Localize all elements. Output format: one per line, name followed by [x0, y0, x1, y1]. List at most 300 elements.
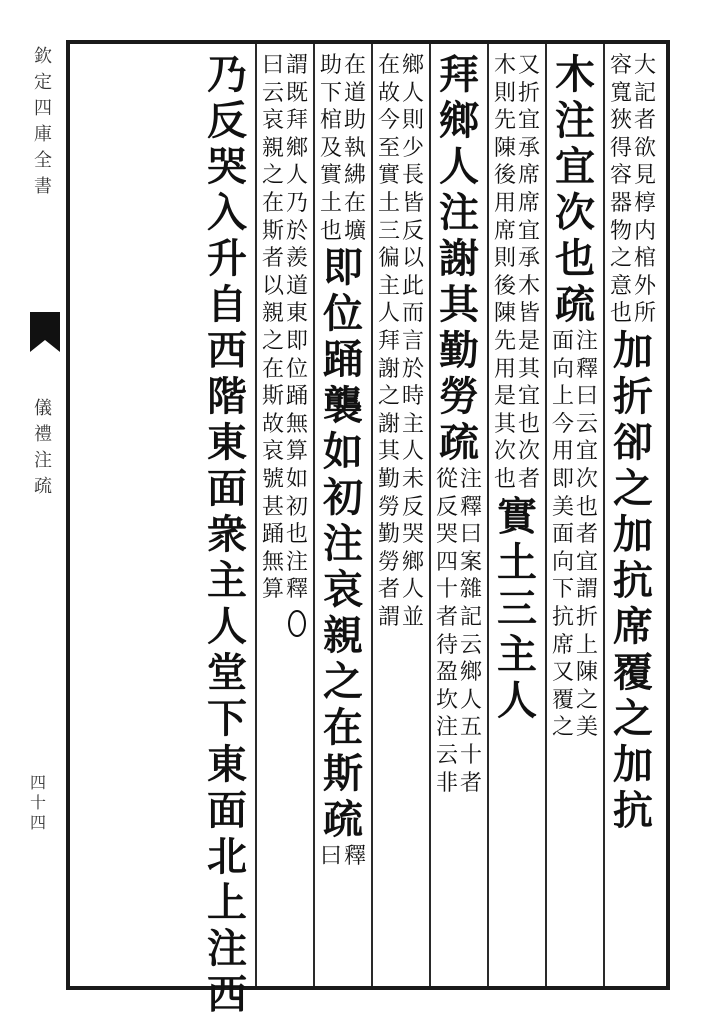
- main-char: 疏: [323, 796, 363, 844]
- commentary-char: 其: [517, 356, 540, 382]
- commentary-char: 拜: [377, 328, 400, 354]
- commentary-char: 今: [551, 411, 574, 437]
- main-char: 之: [323, 658, 363, 706]
- commentary-char: 在: [261, 190, 284, 216]
- book-title-char: 欽: [34, 46, 52, 67]
- main-char: 堂: [207, 649, 247, 696]
- commentary-left-line: [493, 52, 517, 494]
- commentary-char: 容: [609, 53, 632, 78]
- commentary-char: 也: [609, 301, 632, 327]
- commentary-char: 親: [261, 301, 284, 327]
- commentary-char: 踊: [261, 522, 284, 548]
- commentary-char: 也: [575, 494, 598, 520]
- commentary-char: 外: [633, 273, 656, 299]
- commentary-left-line: [319, 843, 343, 871]
- commentary-char: 者: [633, 108, 656, 134]
- commentary-left-line: [261, 52, 285, 631]
- main-char: 在: [323, 704, 363, 752]
- commentary-char: 注: [435, 715, 458, 741]
- column-rule: [545, 44, 547, 986]
- commentary-char: 斯: [261, 384, 284, 410]
- main-char: 面: [207, 465, 247, 512]
- commentary-char: 記: [633, 80, 656, 106]
- section-title-char: 注: [34, 450, 52, 471]
- commentary-char: 釋: [343, 844, 366, 870]
- commentary-char: 如: [285, 466, 308, 492]
- main-char: 宜: [555, 143, 595, 190]
- commentary-char: 五: [459, 715, 482, 741]
- commentary-char: 以: [401, 246, 424, 272]
- commentary-char: 之: [261, 328, 284, 354]
- commentary-char: 也: [517, 411, 540, 437]
- column-rule: [429, 44, 431, 986]
- main-char: 即: [323, 244, 363, 292]
- commentary-char: 言: [401, 328, 424, 354]
- sheet-number-char: 十: [30, 793, 47, 812]
- main-char: 西: [207, 327, 247, 374]
- commentary-char: 而: [401, 301, 424, 327]
- commentary-char: 又: [551, 660, 574, 686]
- main-text: [555, 52, 595, 328]
- commentary-char: 席: [517, 163, 540, 189]
- commentary-char: 者: [377, 577, 400, 603]
- commentary-char: 注: [575, 329, 598, 354]
- main-char: 注: [323, 520, 363, 568]
- commentary-char: 宜: [517, 108, 540, 134]
- main-char: 人: [497, 676, 537, 724]
- commentary-char: 棺: [319, 108, 342, 134]
- commentary-char: 曰: [319, 844, 342, 870]
- main-char: 位: [323, 290, 363, 338]
- commentary-text: [319, 52, 367, 245]
- commentary-char: 曰: [459, 522, 482, 548]
- main-char: 人: [207, 603, 247, 650]
- commentary-char: 席: [517, 190, 540, 216]
- commentary-char: 反: [401, 494, 424, 520]
- commentary-char: 内: [633, 218, 656, 244]
- commentary-char: 人: [401, 80, 424, 106]
- commentary-char: 之: [575, 687, 598, 713]
- commentary-char: 哀: [261, 439, 284, 465]
- main-char: 卻: [613, 418, 653, 466]
- main-char: 東: [207, 419, 247, 466]
- commentary-char: 東: [285, 301, 308, 327]
- commentary-char: 之: [261, 163, 284, 189]
- commentary-char: 者: [459, 770, 482, 796]
- commentary-char: 主: [401, 411, 424, 437]
- commentary-char: 席: [551, 632, 574, 658]
- commentary-char: 陳: [575, 660, 598, 686]
- main-char: 北: [207, 833, 247, 880]
- commentary-char: 陳: [493, 301, 516, 327]
- commentary-char: 狹: [609, 108, 632, 134]
- commentary-char: 先: [493, 108, 516, 134]
- commentary-char: 折: [575, 604, 598, 630]
- commentary-char: 哭: [401, 522, 424, 548]
- main-char: 親: [323, 612, 363, 660]
- main-char: 折: [613, 372, 653, 420]
- commentary-char: 曰: [575, 384, 598, 410]
- commentary-char: 算: [285, 439, 308, 465]
- commentary-char: 皆: [401, 190, 424, 216]
- text-column: [203, 52, 251, 1018]
- commentary-char: 算: [261, 577, 284, 603]
- main-char: 主: [497, 630, 537, 678]
- commentary-char: 次: [517, 439, 540, 465]
- commentary-char: 下: [319, 80, 342, 106]
- commentary-char: 皆: [517, 301, 540, 327]
- commentary-char: 待: [435, 632, 458, 658]
- commentary-char: 十: [435, 577, 458, 603]
- commentary-char: 下: [551, 577, 574, 603]
- text-column: [261, 52, 309, 631]
- commentary-char: 謂: [285, 53, 308, 78]
- commentary-text: [493, 52, 541, 494]
- commentary-left-line: [377, 52, 401, 631]
- commentary-char: 壙: [343, 218, 366, 244]
- main-text: [497, 494, 537, 724]
- text-column: [377, 52, 425, 631]
- commentary-char: 則: [493, 80, 516, 106]
- commentary-char: 云: [261, 80, 284, 106]
- commentary-char: 釋: [575, 356, 598, 382]
- commentary-char: 勞: [377, 549, 400, 575]
- commentary-char: 道: [343, 80, 366, 106]
- main-char: 席: [613, 602, 653, 650]
- commentary-text: [377, 52, 425, 631]
- commentary-char: 席: [493, 218, 516, 244]
- commentary-char: 面: [551, 329, 574, 354]
- commentary-char: 人: [401, 439, 424, 465]
- commentary-char: 釋: [285, 577, 308, 603]
- section-title-char: 禮: [34, 424, 52, 445]
- main-char: 也: [555, 235, 595, 282]
- commentary-char: 者: [435, 604, 458, 630]
- commentary-char: 人: [401, 577, 424, 603]
- book-title-char: 定: [34, 72, 52, 93]
- commentary-char: 美: [575, 715, 598, 741]
- commentary-char: 鄉: [401, 549, 424, 575]
- sheet-number-char: 四: [30, 813, 47, 832]
- commentary-char: 哭: [435, 522, 458, 548]
- commentary-char: 勤: [377, 466, 400, 492]
- main-text: [613, 328, 653, 834]
- main-char: 衆: [207, 511, 247, 558]
- main-char: 勤: [439, 327, 479, 374]
- main-char: 之: [613, 464, 653, 512]
- commentary-char: 哀: [261, 108, 284, 134]
- commentary-char: 反: [435, 494, 458, 520]
- commentary-char: 向: [551, 549, 574, 575]
- commentary-char: 羨: [285, 246, 308, 272]
- commentary-char: 紼: [343, 163, 366, 189]
- commentary-char: 宜: [575, 549, 598, 575]
- section-title-char: 疏: [34, 476, 52, 497]
- main-char: 土: [497, 538, 537, 586]
- commentary-char: 以: [261, 273, 284, 299]
- main-char: 注: [555, 97, 595, 144]
- commentary-text: [319, 843, 367, 871]
- commentary-char: 及: [319, 135, 342, 161]
- main-char: 下: [207, 695, 247, 742]
- main-char: 襲: [323, 382, 363, 430]
- commentary-char: 土: [319, 190, 342, 216]
- commentary-char: 盈: [435, 660, 458, 686]
- commentary-char: 初: [285, 494, 308, 520]
- main-char: 加: [613, 326, 653, 374]
- commentary-char: 木: [493, 53, 516, 78]
- commentary-char: 得: [609, 135, 632, 161]
- book-title-char: 全: [34, 150, 52, 171]
- commentary-char: 者: [517, 466, 540, 492]
- commentary-char: 謂: [377, 604, 400, 630]
- commentary-char: 故: [377, 80, 400, 106]
- commentary-char: 也: [493, 466, 516, 492]
- main-char: 三: [497, 584, 537, 632]
- commentary-char: 至: [377, 135, 400, 161]
- commentary-char: 勞: [377, 494, 400, 520]
- circle-mark: [288, 604, 306, 632]
- commentary-char: 親: [261, 135, 284, 161]
- commentary-char: 長: [401, 163, 424, 189]
- commentary-char: 宜: [517, 218, 540, 244]
- commentary-char: 容: [609, 163, 632, 189]
- commentary-text: [609, 52, 657, 328]
- commentary-char: 也: [319, 218, 342, 244]
- main-char: 乃: [207, 51, 247, 98]
- commentary-left-line: [609, 52, 633, 328]
- commentary-char: 鄉: [459, 660, 482, 686]
- commentary-char: 寬: [609, 80, 632, 106]
- commentary-char: 次: [575, 466, 598, 492]
- main-char: 注: [207, 925, 247, 972]
- commentary-char: 非: [435, 770, 458, 796]
- commentary-char: 既: [285, 80, 308, 106]
- commentary-char: 美: [551, 494, 574, 520]
- commentary-char: 云: [435, 742, 458, 768]
- commentary-char: 謝: [377, 411, 400, 437]
- sheet-number-char: 四: [30, 773, 47, 792]
- commentary-char: 甚: [261, 494, 284, 520]
- main-char: 次: [555, 189, 595, 236]
- column-rule: [255, 44, 257, 986]
- main-char: 主: [207, 557, 247, 604]
- commentary-char: 三: [377, 218, 400, 244]
- commentary-char: 無: [285, 411, 308, 437]
- main-text: [323, 245, 363, 843]
- commentary-char: 面: [551, 522, 574, 548]
- book-title: [34, 48, 52, 204]
- main-char: 拜: [439, 51, 479, 98]
- commentary-char: 向: [551, 356, 574, 382]
- main-char: 謝: [439, 235, 479, 282]
- commentary-char: 則: [493, 246, 516, 272]
- commentary-text: [261, 52, 309, 631]
- main-char: 哭: [207, 143, 247, 190]
- commentary-char: 後: [493, 273, 516, 299]
- commentary-char: 其: [377, 439, 400, 465]
- commentary-right-line: [285, 52, 309, 631]
- main-char: 初: [323, 474, 363, 522]
- commentary-char: 謂: [575, 577, 598, 603]
- book-title-char: 庫: [34, 124, 52, 145]
- column-rule: [603, 44, 605, 986]
- commentary-char: 執: [343, 135, 366, 161]
- commentary-char: 助: [343, 108, 366, 134]
- commentary-right-line: [343, 843, 367, 871]
- commentary-char: 助: [319, 53, 342, 78]
- commentary-char: 人: [377, 301, 400, 327]
- commentary-char: 人: [459, 687, 482, 713]
- commentary-right-line: [633, 52, 657, 328]
- commentary-char: 上: [575, 632, 598, 658]
- main-char: 加: [613, 740, 653, 788]
- commentary-char: 之: [551, 715, 574, 741]
- commentary-char: 宜: [575, 439, 598, 465]
- commentary-right-line: [401, 52, 425, 631]
- main-char: 疏: [555, 281, 595, 328]
- commentary-char: 承: [517, 135, 540, 161]
- commentary-char: 今: [377, 108, 400, 134]
- main-char: 覆: [613, 648, 653, 696]
- main-char: 之: [613, 694, 653, 742]
- commentary-left-line: [435, 466, 459, 797]
- commentary-char: 是: [493, 384, 516, 410]
- commentary-char: 謝: [377, 356, 400, 382]
- main-char: 自: [207, 281, 247, 328]
- commentary-char: 斯: [261, 218, 284, 244]
- commentary-char: 記: [459, 604, 482, 630]
- commentary-left-line: [319, 52, 343, 245]
- fishtail-mark: [30, 312, 60, 352]
- commentary-char: 釋: [459, 494, 482, 520]
- main-char: 升: [207, 235, 247, 282]
- commentary-char: 徧: [377, 246, 400, 272]
- main-char: 疏: [439, 419, 479, 466]
- commentary-char: 在: [261, 356, 284, 382]
- main-char: 鄉: [439, 97, 479, 144]
- commentary-char: 反: [401, 218, 424, 244]
- commentary-char: 乃: [285, 190, 308, 216]
- commentary-char: 實: [319, 163, 342, 189]
- commentary-char: 雜: [459, 577, 482, 603]
- commentary-char: 欲: [633, 135, 656, 161]
- commentary-right-line: [343, 52, 367, 245]
- commentary-char: 在: [343, 190, 366, 216]
- commentary-char: 宜: [517, 384, 540, 410]
- section-title-char: 儀: [34, 398, 52, 419]
- commentary-char: 十: [459, 742, 482, 768]
- commentary-char: 坎: [435, 687, 458, 713]
- commentary-char: 鄉: [285, 135, 308, 161]
- commentary-text: [551, 328, 599, 742]
- commentary-char: 意: [609, 273, 632, 299]
- commentary-char: 覆: [551, 687, 574, 713]
- book-title-char: 四: [34, 98, 52, 119]
- main-char: 哀: [323, 566, 363, 614]
- commentary-char: 者: [575, 522, 598, 548]
- commentary-char: 後: [493, 163, 516, 189]
- commentary-char: 此: [401, 273, 424, 299]
- text-column: [319, 52, 367, 871]
- commentary-char: 土: [377, 190, 400, 216]
- commentary-char: 拜: [285, 108, 308, 134]
- commentary-char: 大: [633, 53, 656, 78]
- commentary-char: 則: [401, 108, 424, 134]
- commentary-char: 物: [609, 218, 632, 244]
- text-column: [609, 52, 657, 834]
- commentary-char: 之: [609, 246, 632, 272]
- commentary-char: 人: [285, 163, 308, 189]
- section-title: [34, 400, 52, 504]
- main-char: 人: [439, 143, 479, 190]
- main-text: [439, 52, 479, 466]
- main-char: 西: [207, 971, 247, 1018]
- commentary-char: 用: [551, 439, 574, 465]
- commentary-char: 先: [493, 328, 516, 354]
- commentary-char: 用: [493, 356, 516, 382]
- main-text: [207, 52, 247, 1018]
- main-char: 其: [439, 281, 479, 328]
- commentary-char: 踊: [285, 384, 308, 410]
- commentary-text: [435, 466, 483, 797]
- commentary-char: 注: [459, 467, 482, 492]
- commentary-char: 云: [459, 632, 482, 658]
- main-char: 面: [207, 787, 247, 834]
- commentary-char: 云: [575, 411, 598, 437]
- main-char: 抗: [613, 556, 653, 604]
- commentary-char: 主: [377, 273, 400, 299]
- commentary-char: 勤: [377, 522, 400, 548]
- commentary-char: 實: [377, 163, 400, 189]
- commentary-char: 從: [435, 467, 458, 492]
- commentary-char: 又: [517, 53, 540, 78]
- commentary-char: 於: [285, 218, 308, 244]
- commentary-char: 椁: [633, 190, 656, 216]
- commentary-char: 木: [517, 273, 540, 299]
- commentary-right-line: [459, 466, 483, 797]
- commentary-char: 案: [459, 549, 482, 575]
- commentary-char: 器: [609, 190, 632, 216]
- main-char: 加: [613, 510, 653, 558]
- commentary-char: 未: [401, 466, 424, 492]
- column-rule: [371, 44, 373, 986]
- commentary-char: 也: [285, 522, 308, 548]
- text-column: [493, 52, 541, 724]
- commentary-char: 鄉: [401, 53, 424, 78]
- commentary-char: 用: [493, 190, 516, 216]
- commentary-char: 並: [401, 604, 424, 630]
- commentary-char: 曰: [261, 53, 284, 78]
- commentary-char: 棺: [633, 246, 656, 272]
- column-rule: [487, 44, 489, 986]
- commentary-char: 位: [285, 356, 308, 382]
- commentary-char: 折: [517, 80, 540, 106]
- commentary-char: 上: [551, 384, 574, 410]
- commentary-char: 之: [377, 384, 400, 410]
- main-char: 東: [207, 741, 247, 788]
- commentary-char: 陳: [493, 135, 516, 161]
- main-char: 抗: [613, 786, 653, 834]
- commentary-char: 即: [551, 466, 574, 492]
- commentary-char: 見: [633, 163, 656, 189]
- main-char: 踊: [323, 336, 363, 384]
- commentary-char: 所: [633, 301, 656, 327]
- commentary-char: 抗: [551, 604, 574, 630]
- commentary-char: 注: [285, 549, 308, 575]
- commentary-char: 是: [517, 328, 540, 354]
- commentary-char: 次: [493, 439, 516, 465]
